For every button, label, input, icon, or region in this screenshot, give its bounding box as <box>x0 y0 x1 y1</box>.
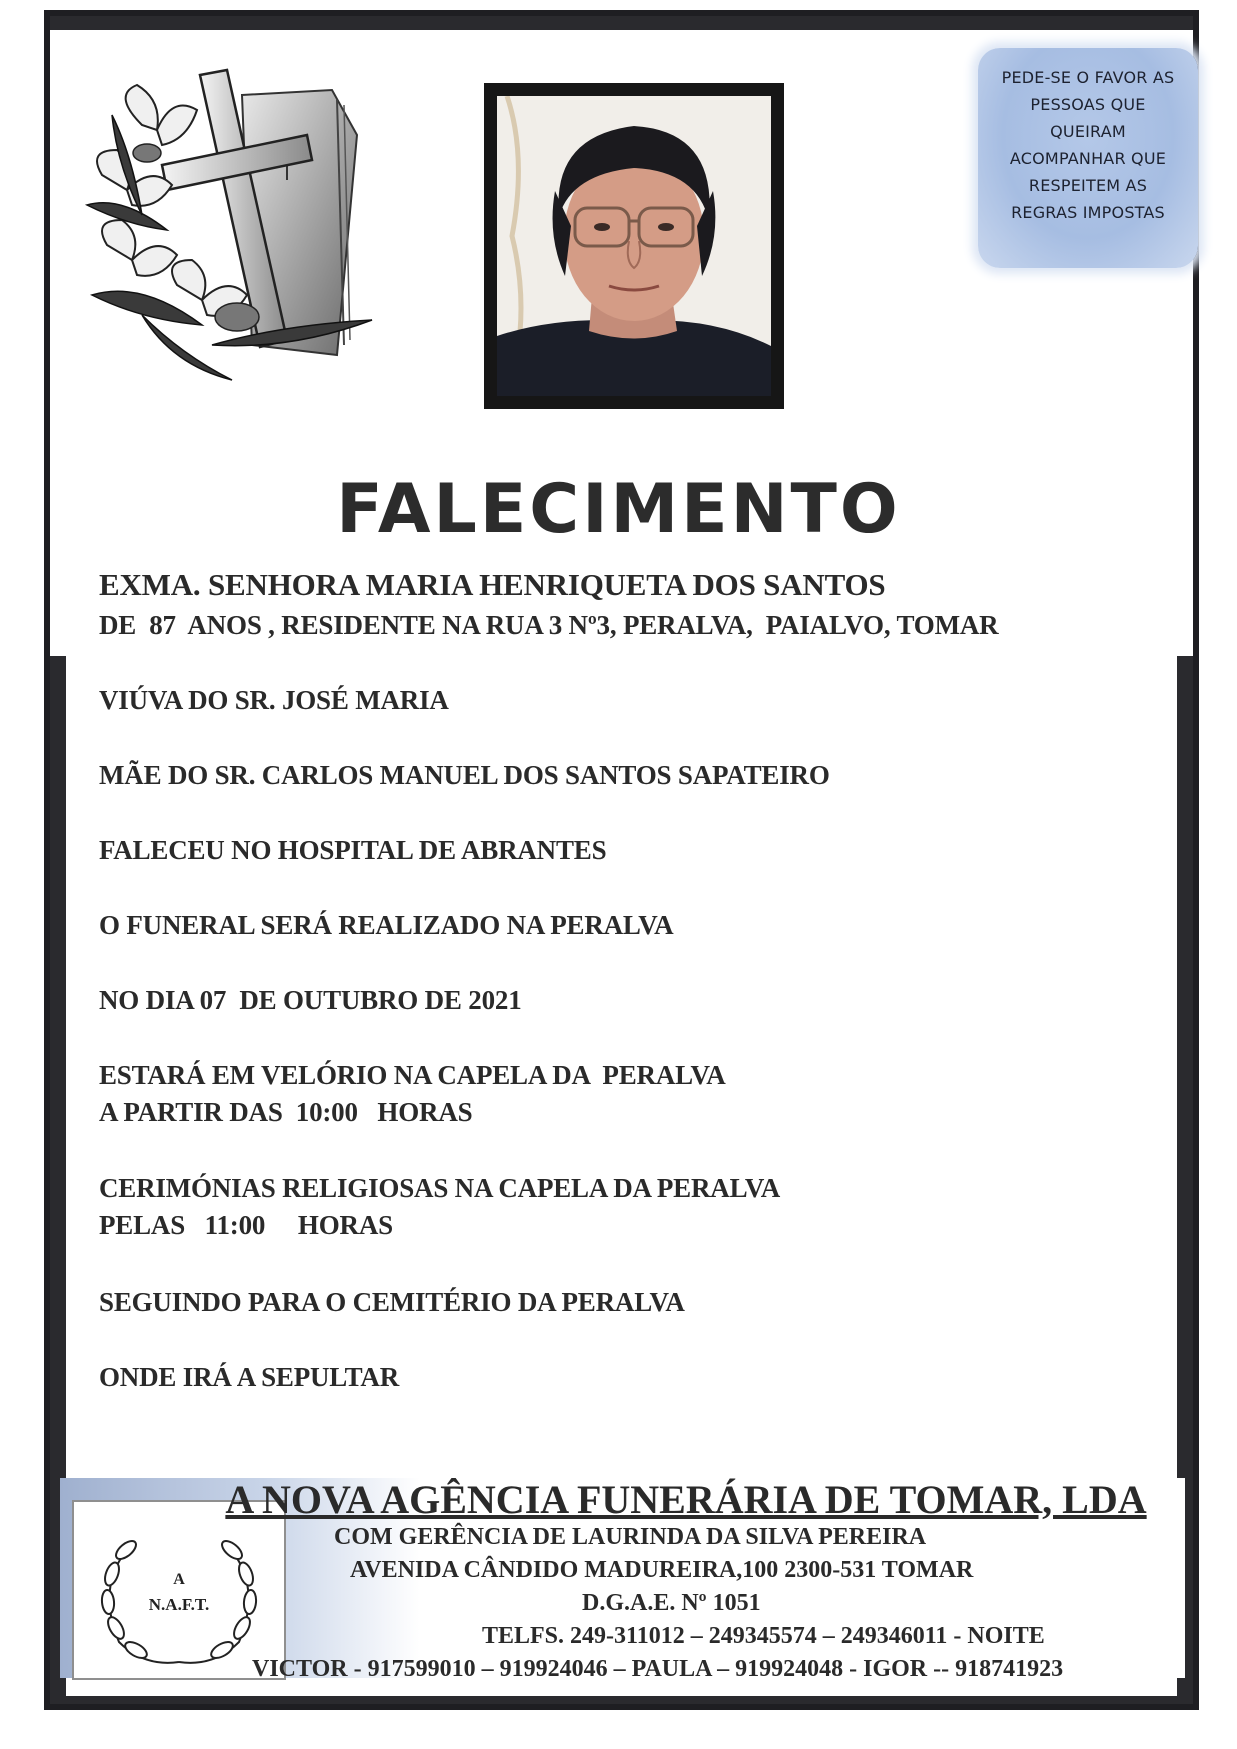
agency-management: COM GERÊNCIA DE LAURINDA DA SILVA PEREIRA <box>334 1524 927 1550</box>
notice-line: PESSOAS QUE <box>1030 95 1146 114</box>
notice-line: ACOMPANHAR QUE <box>1009 149 1167 168</box>
portrait-photo <box>497 96 771 396</box>
notice-line: REGRAS IMPOSTAS <box>1011 203 1165 222</box>
notice-line: QUEIRAM <box>1050 122 1126 141</box>
agency-name: A NOVA AGÊNCIA FUNERÁRIA DE TOMAR, LDA <box>225 1477 1147 1522</box>
portrait-figure-icon <box>497 96 771 396</box>
agency-logo <box>72 1500 286 1680</box>
agency-address: AVENIDA CÂNDIDO MADUREIRA,100 2300-531 TOMAR <box>350 1557 974 1583</box>
notice-line: PEDE-SE O FAVOR AS <box>1001 68 1175 87</box>
notice-line: RESPEITEM AS <box>1028 176 1148 195</box>
notice-text <box>1002 64 1175 226</box>
ceremony-line-1: CERIMÓNIAS RELIGIOSAS NA CAPELA DA PERALVA <box>99 1173 781 1203</box>
page-title: FALECIMENTO <box>336 470 901 549</box>
logo-initials: N.A.F.T. <box>148 1595 210 1614</box>
wake-line-2: A PARTIR DAS 10:00 HORAS <box>99 1097 473 1127</box>
deceased-name: EXMA. SENHORA MARIA HENRIQUETA DOS SANTOS <box>99 567 886 602</box>
logo-letter: A <box>173 1571 185 1588</box>
date-line: NO DIA 07 DE OUTUBRO DE 2021 <box>99 985 522 1015</box>
agency-license: D.G.A.E. Nº 1051 <box>582 1590 761 1616</box>
ceremony-line-2: PELAS 11:00 HORAS <box>99 1210 393 1240</box>
notice-box <box>978 48 1198 268</box>
widow-line: VIÚVA DO SR. JOSÉ MARIA <box>99 685 449 715</box>
agency-night-contacts: VICTOR - 917599010 – 919924046 – PAULA – 919924048 - IGOR -- 918741923 <box>252 1656 1064 1682</box>
cross-lily-illustration <box>82 55 382 385</box>
laurel-wreath-icon <box>74 1502 284 1678</box>
portrait-frame <box>484 83 784 409</box>
funeral-line: O FUNERAL SERÁ REALIZADO NA PERALVA <box>99 910 674 940</box>
agency-phones: TELFS. 249-311012 – 249345574 – 249346011 - NOITE <box>482 1623 1045 1649</box>
residence-line: DE 87 ANOS , RESIDENTE NA RUA 3 Nº3, PERALVA, PAIALVO, TOMAR <box>99 610 999 640</box>
mother-line: MÃE DO SR. CARLOS MANUEL DOS SANTOS SAPATEIRO <box>99 760 830 790</box>
wake-line-1: ESTARÁ EM VELÓRIO NA CAPELA DA PERALVA <box>99 1060 726 1090</box>
burial-line: ONDE IRÁ A SEPULTAR <box>99 1362 400 1392</box>
cemetery-line: SEGUINDO PARA O CEMITÉRIO DA PERALVA <box>99 1287 685 1317</box>
died-line: FALECEU NO HOSPITAL DE ABRANTES <box>99 835 607 865</box>
